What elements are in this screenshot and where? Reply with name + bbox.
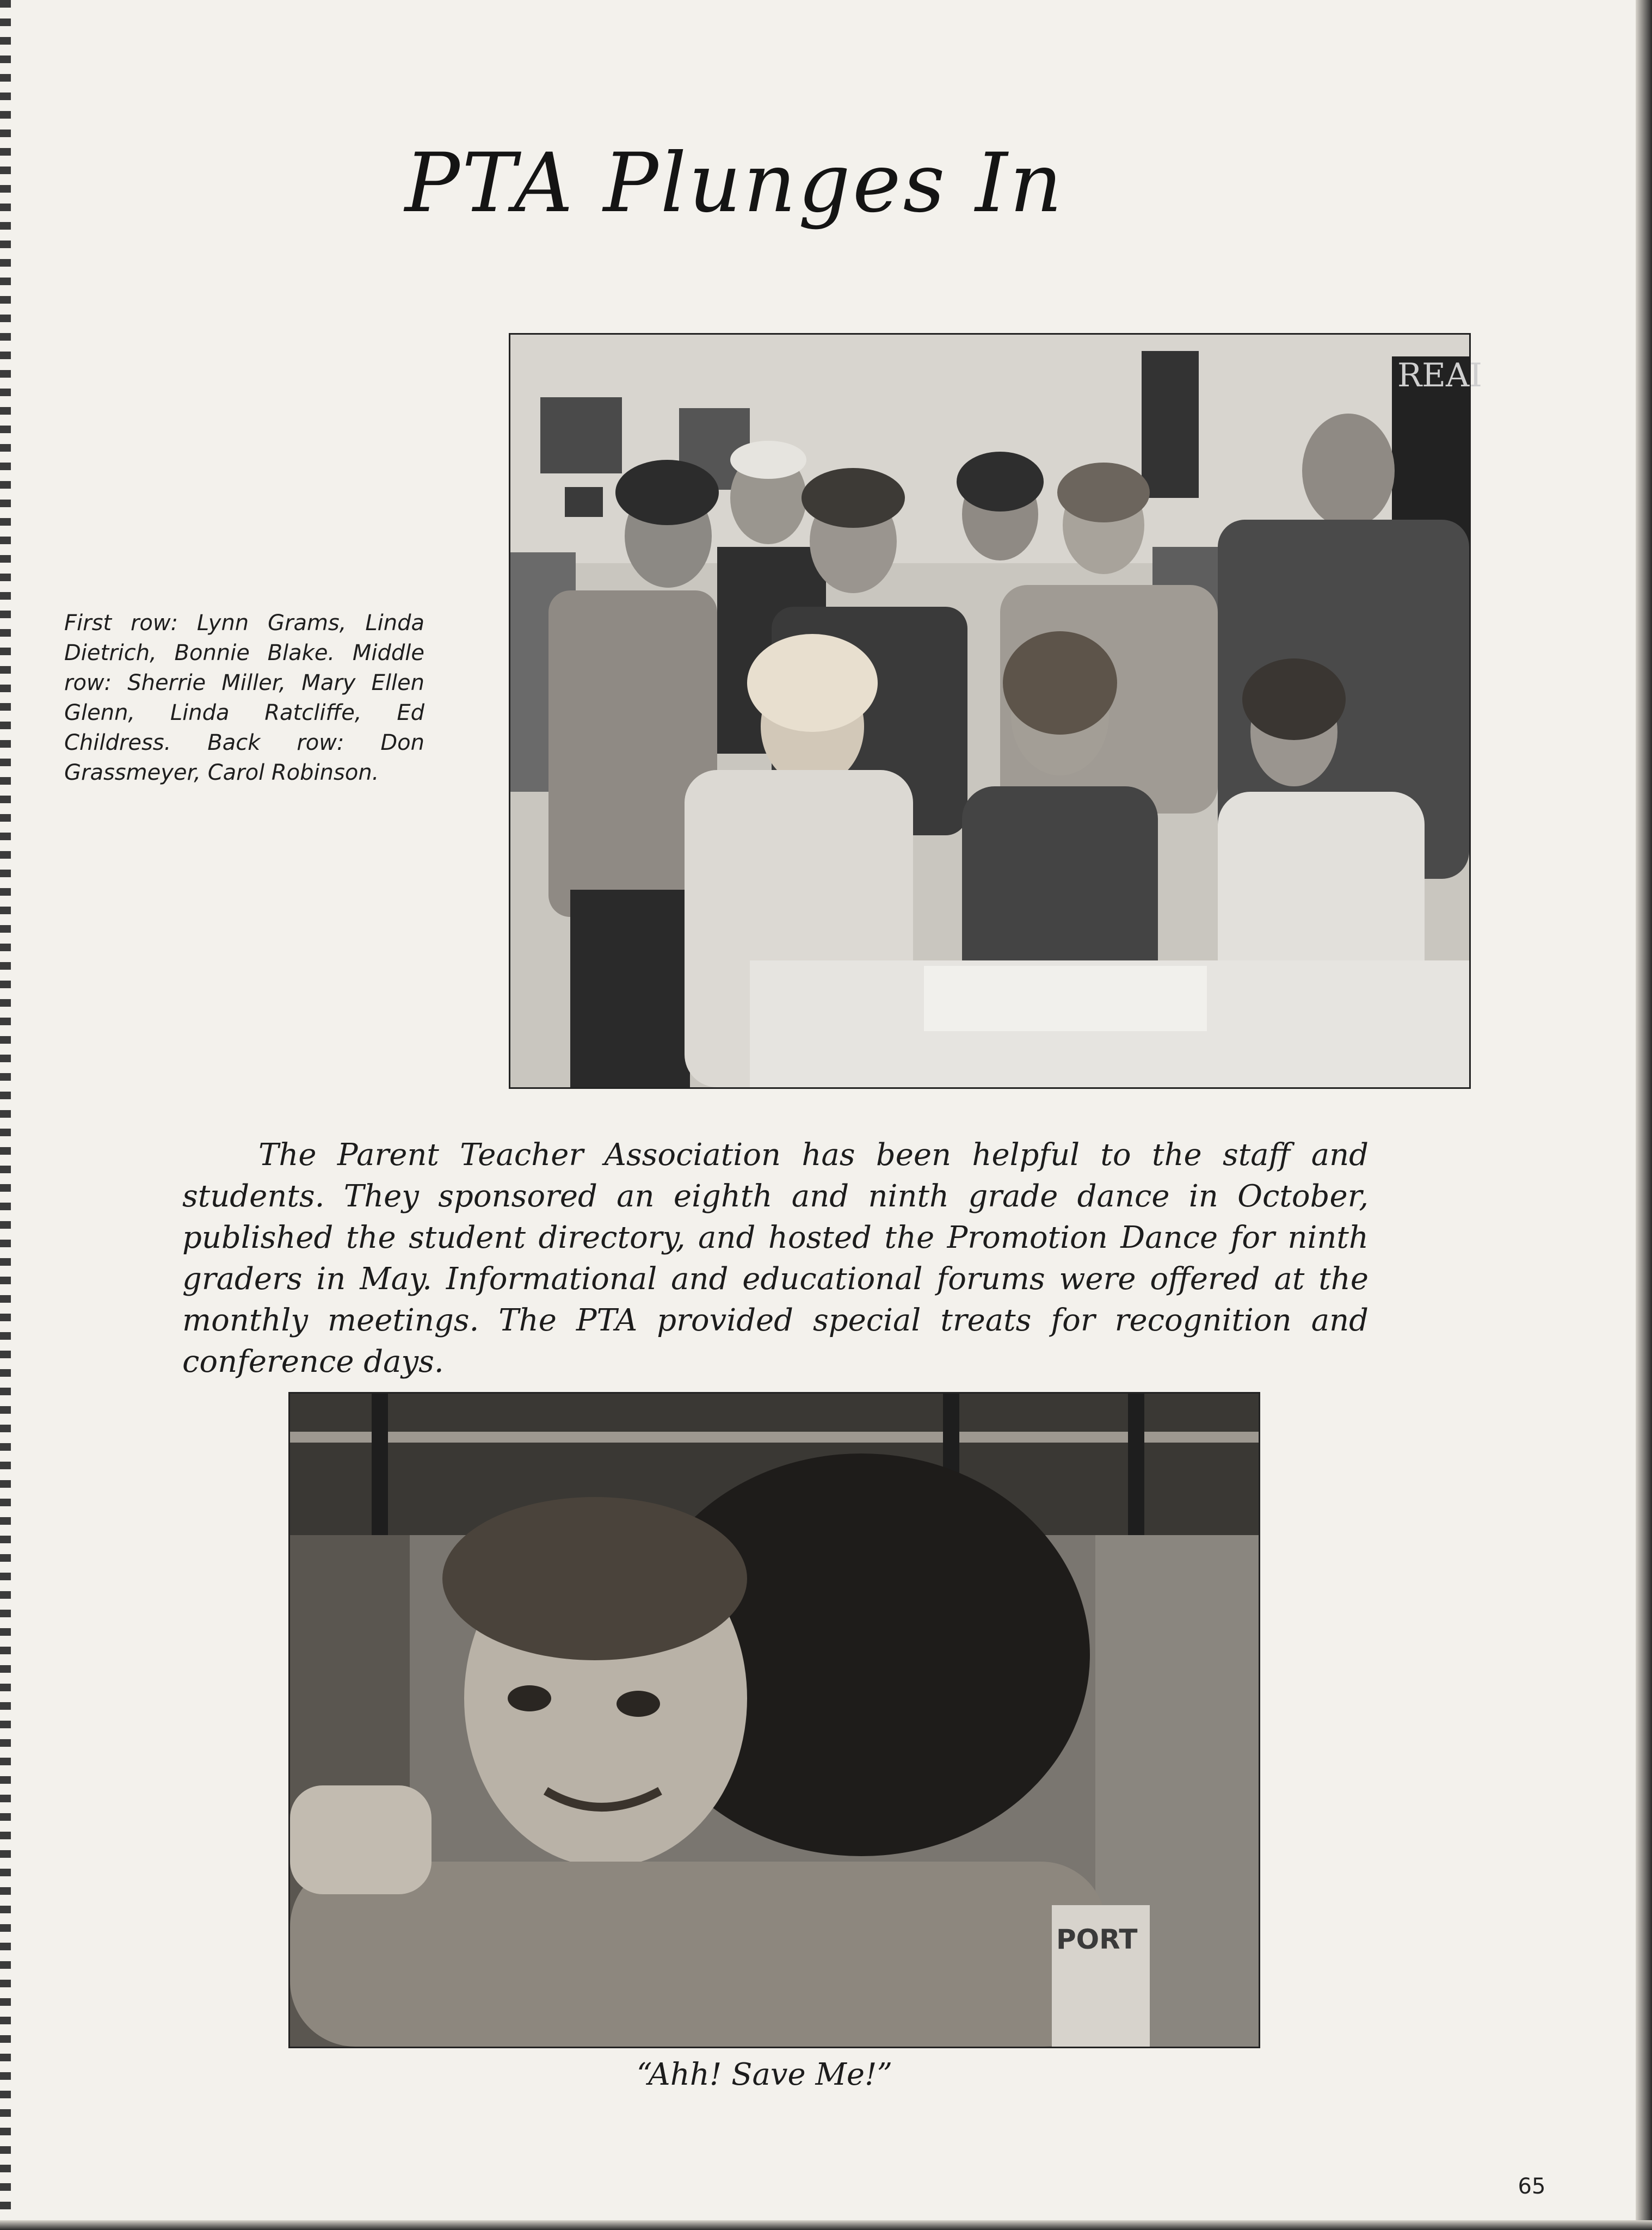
page-edge-bottom: [0, 2220, 1652, 2230]
pta-group-photo: [509, 333, 1483, 1089]
shirt-text: PORT: [1056, 1924, 1138, 1955]
article-body: The Parent Teacher Association has been helpful to the staff and students. They sponsored an eighth and ninth grade dance in October, published the student directory, and hosted the Promotion Dance for ninth graders in May. Informational and educational forums were offered at the monthly meetings. The PTA provided special treats for recognition and conference days.: [182, 1137, 1369, 1379]
poster-text: REAI: [1397, 356, 1483, 395]
page-title: PTA Plunges In: [404, 136, 1065, 231]
binding-edge: [0, 0, 11, 2230]
hug-photo-caption: “Ahh! Save Me!”: [636, 2057, 893, 2092]
hug-photo: [288, 1392, 1260, 2048]
page-number: 65: [1518, 2174, 1546, 2199]
page-edge-right: [1636, 0, 1652, 2230]
group-photo-caption: First row: Lynn Grams, Linda Dietrich, Bonnie Blake. Middle row: Sherrie Miller, Mary Ellen Glenn, Linda Ratcliffe, Ed Childress. Back row: Don Grassmeyer, Carol Robinson.: [64, 611, 424, 785]
